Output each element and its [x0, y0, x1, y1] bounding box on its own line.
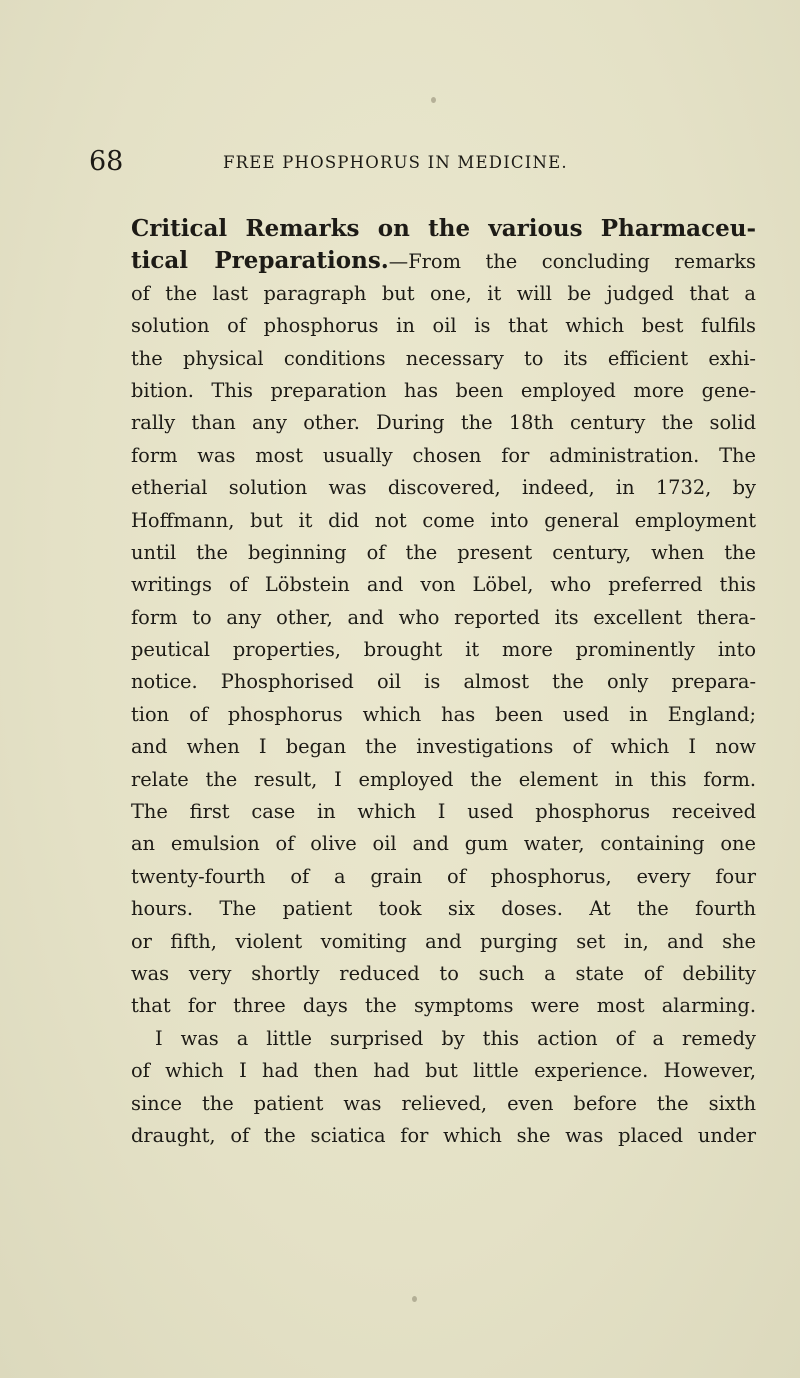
section-heading-run-in: tical Preparations. — [131, 247, 389, 275]
text-line: form to any other, and who reported its excellent thera- — [131, 605, 756, 629]
text-line: relate the result, I employed the element in this form. — [131, 767, 756, 791]
text-line: bition. This preparation has been employed more gene- — [131, 378, 756, 402]
text-line: the physical conditions necessary to its efficient exhi- — [131, 346, 756, 370]
section-body — [131, 213, 756, 1152]
page-number: 68 — [89, 146, 124, 177]
text-line-content: —From the concluding remarks — [388, 250, 756, 274]
text-line: an emulsion of olive oil and gum water, containing one — [131, 832, 756, 856]
running-title: FREE PHOSPHORUS IN MEDICINE. — [223, 153, 568, 172]
text-line: I was a little surprised by this action of a remedy — [155, 1026, 756, 1050]
text-line: rally than any other. During the 18th century the solid — [131, 411, 756, 435]
text-line: draught, of the sciatica for which she was placed under — [131, 1123, 756, 1147]
text-line: was very shortly reduced to such a state of debility — [131, 961, 756, 985]
paper-speck — [431, 97, 436, 103]
text-line: The first case in which I used phosphorus received — [131, 800, 756, 824]
text-line: twenty-fourth of a grain of phosphorus, every four — [131, 864, 756, 888]
running-head — [0, 147, 800, 177]
text-line: and when I began the investigations of which I now — [131, 735, 756, 759]
text-line: writings of Löbstein and von Löbel, who preferred this — [131, 573, 756, 597]
text-line: tion of phosphorus which has been used in England; — [131, 702, 756, 726]
text-line: of which I had then had but little experience. However, — [131, 1059, 756, 1083]
text-line: solution of phosphorus in oil is that which best fulfils — [131, 314, 756, 338]
text-line: notice. Phosphorised oil is almost the only prepara- — [131, 670, 756, 694]
section-heading: Critical Remarks on the various Pharmaceu- — [131, 215, 756, 242]
text-line: peutical properties, brought it more prominently into — [131, 638, 756, 662]
text-line: hours. The patient took six doses. At the fourth — [131, 897, 756, 921]
text-line — [131, 245, 756, 277]
text-line: form was most usually chosen for administration. The — [131, 443, 756, 467]
text-line: or fifth, violent vomiting and purging set in, and she — [131, 929, 756, 953]
text-line: until the beginning of the present century, when the — [131, 540, 756, 564]
text-line: etherial solution was discovered, indeed, in 1732, by — [131, 476, 756, 500]
text-line: Hoffmann, but it did not come into general employment — [131, 508, 756, 532]
text-line: of the last paragraph but one, it will be judged that a — [131, 281, 756, 305]
text-line: that for three days the symptoms were most alarming. — [131, 994, 756, 1018]
text-line: since the patient was relieved, even before the sixth — [131, 1091, 756, 1115]
paper-speck — [412, 1296, 417, 1302]
